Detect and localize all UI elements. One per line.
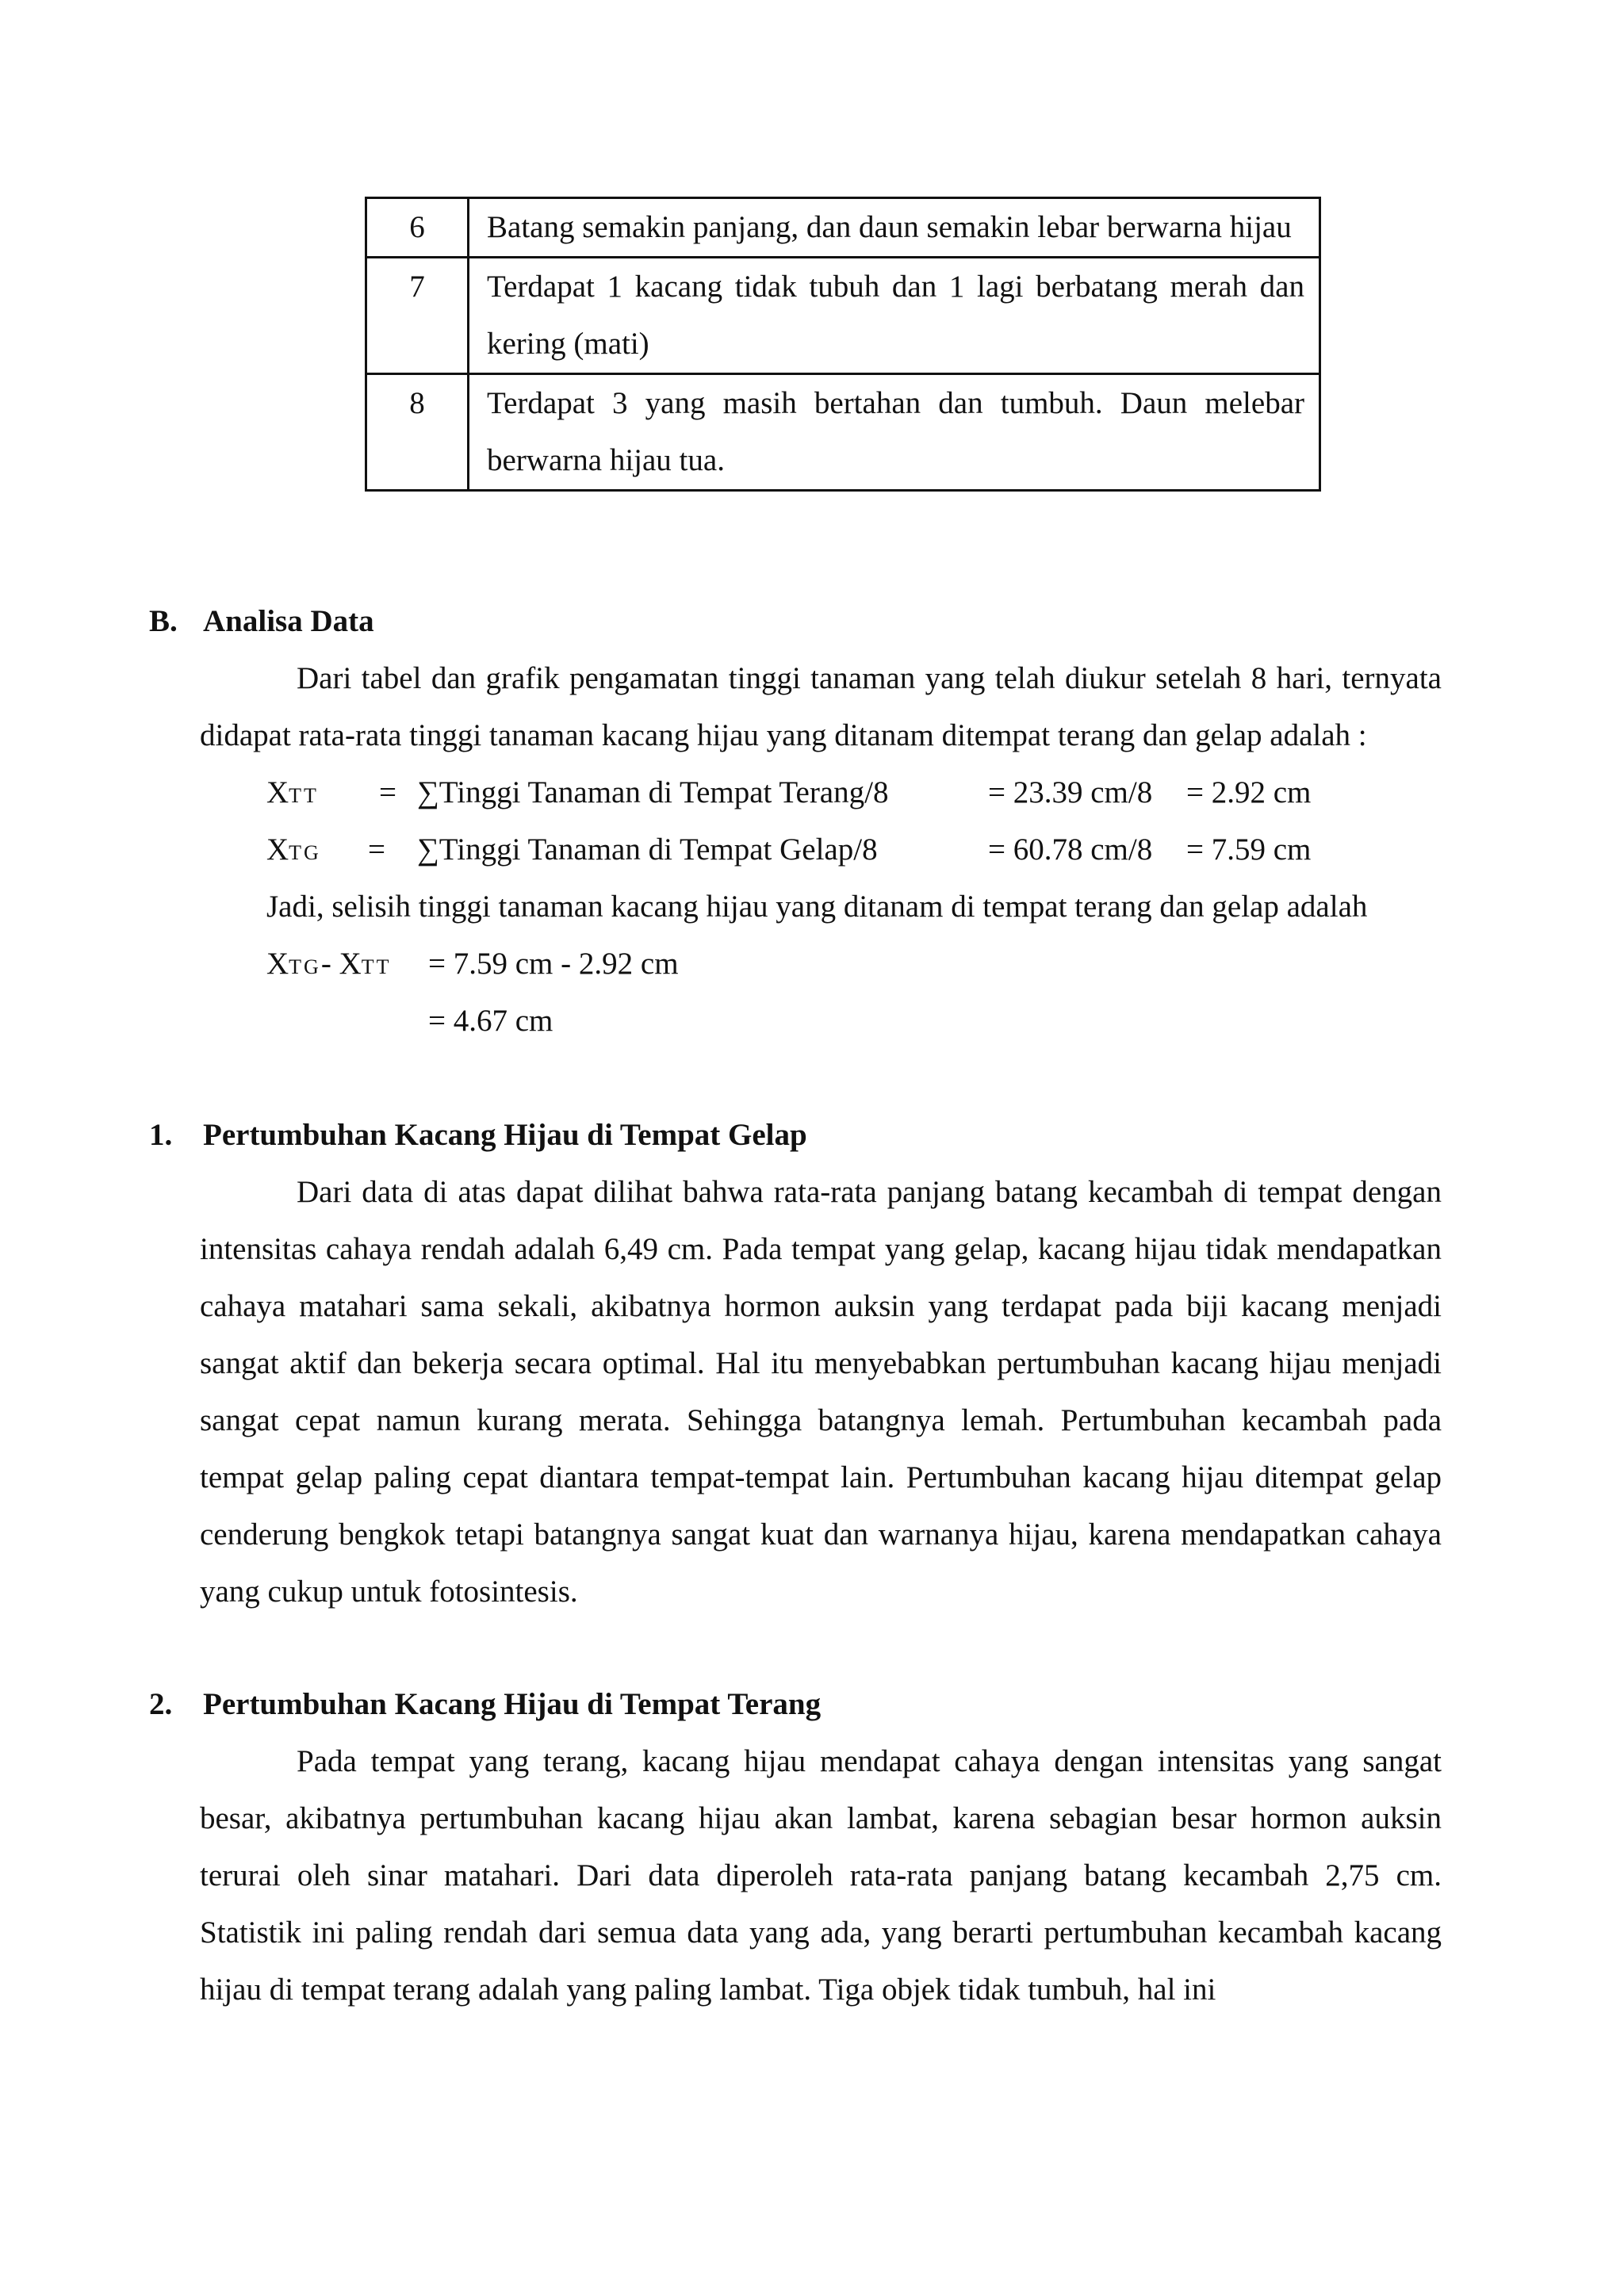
formula-tg-var: [266, 834, 321, 865]
difference-subscript-1: TG: [289, 955, 321, 978]
section-2-label: 2.: [149, 1687, 173, 1721]
section-1-body: [200, 1164, 1442, 1621]
section-2-title: Pertumbuhan Kacang Hijau di Tempat Terang: [203, 1687, 822, 1721]
row-number: 6: [366, 198, 469, 258]
row-number: 7: [366, 258, 469, 374]
section-b-intro: [200, 650, 1442, 764]
section-2-body: [200, 1733, 1442, 2019]
section-1-body-text: Dari data di atas dapat dilihat bahwa rata-rata panjang batang kecambah di tempat dengan intensitas cahaya rendah adalah 6,49 cm. Pada tempat yang gelap, kacang hijau tidak mendapatkan cahaya matahari sama sekali, akibatnya hormon auksin yang terdapat pada biji kacang menjadi sangat aktif dan bekerja secara optimal. Hal itu menyebabkan pertumbuhan kacang hijau menjadi sangat cepat namun kurang merata. Sehingga batangnya lemah. Pertumbuhan kecambah pada tempat gelap paling cepat diantara tempat-tempat lain. Pertumbuhan kacang hijau ditempat gelap cenderung bengkok tetapi batangnya sangat kuat dan warnanya hijau, karena mendapatkan cahaya yang cukup untuk fotosintesis.: [200, 1175, 1442, 1609]
difference-step-2: = 4.67 cm: [428, 1004, 553, 1038]
section-2-body-text: Pada tempat yang terang, kacang hijau mendapat cahaya dengan intensitas yang sangat besar, akibatnya pertumbuhan kacang hijau akan lambat, karena sebagian besar hormon auksin terurai oleh sinar matahari. Dari data diperoleh rata-rata panjang batang kecambah 2,75 cm. Statistik ini paling rendah dari semua data yang ada, yang berarti pertumbuhan kecambah kacang hijau di tempat terang adalah yang paling lambat. Tiga objek tidak tumbuh, hal ini: [200, 1744, 1442, 2007]
formula-tt-result: = 2.92 cm: [1186, 775, 1312, 809]
formula-tg-calculation: = 60.78 cm/8: [988, 832, 1153, 867]
row-description: Terdapat 1 kacang tidak tubuh dan 1 lagi berbatang merah dan kering (mati): [469, 258, 1320, 374]
formula-tg-subscript: TG: [289, 841, 321, 864]
section-b-heading: [149, 606, 374, 637]
table-row: [366, 374, 1320, 491]
section-b-title: Analisa Data: [203, 604, 374, 638]
row-description: Terdapat 3 yang masih bertahan dan tumbuh. Daun melebar berwarna hijau tua.: [469, 374, 1320, 491]
section-1-title: Pertumbuhan Kacang Hijau di Tempat Gelap: [203, 1118, 807, 1152]
section-1-heading: [149, 1119, 807, 1150]
section-2-heading: [149, 1689, 821, 1720]
row-number: 8: [366, 374, 469, 491]
formula-tt-subscript: TT: [289, 784, 319, 807]
difference-symbol-2: - X: [320, 947, 362, 981]
formula-tt-calculation: = 23.39 cm/8: [988, 775, 1153, 809]
formula-tg-equals: =: [368, 832, 385, 867]
formula-tg-symbol: X: [266, 832, 289, 867]
difference-subscript-2: TT: [361, 955, 392, 978]
table-row: [366, 258, 1320, 374]
formula-tg-result: = 7.59 cm: [1186, 832, 1312, 867]
formula-tt-var: [266, 777, 319, 808]
conclusion-text: Jadi, selisih tinggi tanaman kacang hijau yang ditanam di tempat terang dan gelap adalah: [266, 890, 1368, 924]
section-b-intro-text: Dari tabel dan grafik pengamatan tinggi tanaman yang telah diukur setelah 8 hari, ternyata didapat rata-rata tinggi tanaman kacang hijau yang ditanam ditempat terang dan gelap adalah :: [200, 661, 1442, 752]
row-description: Batang semakin panjang, dan daun semakin lebar berwarna hijau: [469, 198, 1320, 258]
formula-tt-equals: =: [379, 775, 396, 809]
observation-table: [365, 197, 1321, 492]
formula-tt-expression: ∑Tinggi Tanaman di Tempat Terang/8: [417, 775, 889, 809]
formula-tg-expression: ∑Tinggi Tanaman di Tempat Gelap/8: [417, 832, 878, 867]
table-row: [366, 198, 1320, 258]
difference-lhs: [266, 948, 392, 979]
formula-tt-symbol: X: [266, 775, 289, 809]
section-1-label: 1.: [149, 1118, 173, 1152]
section-b-label: B.: [149, 604, 178, 638]
difference-symbol-1: X: [266, 947, 289, 981]
difference-step-1: = 7.59 cm - 2.92 cm: [428, 947, 679, 981]
